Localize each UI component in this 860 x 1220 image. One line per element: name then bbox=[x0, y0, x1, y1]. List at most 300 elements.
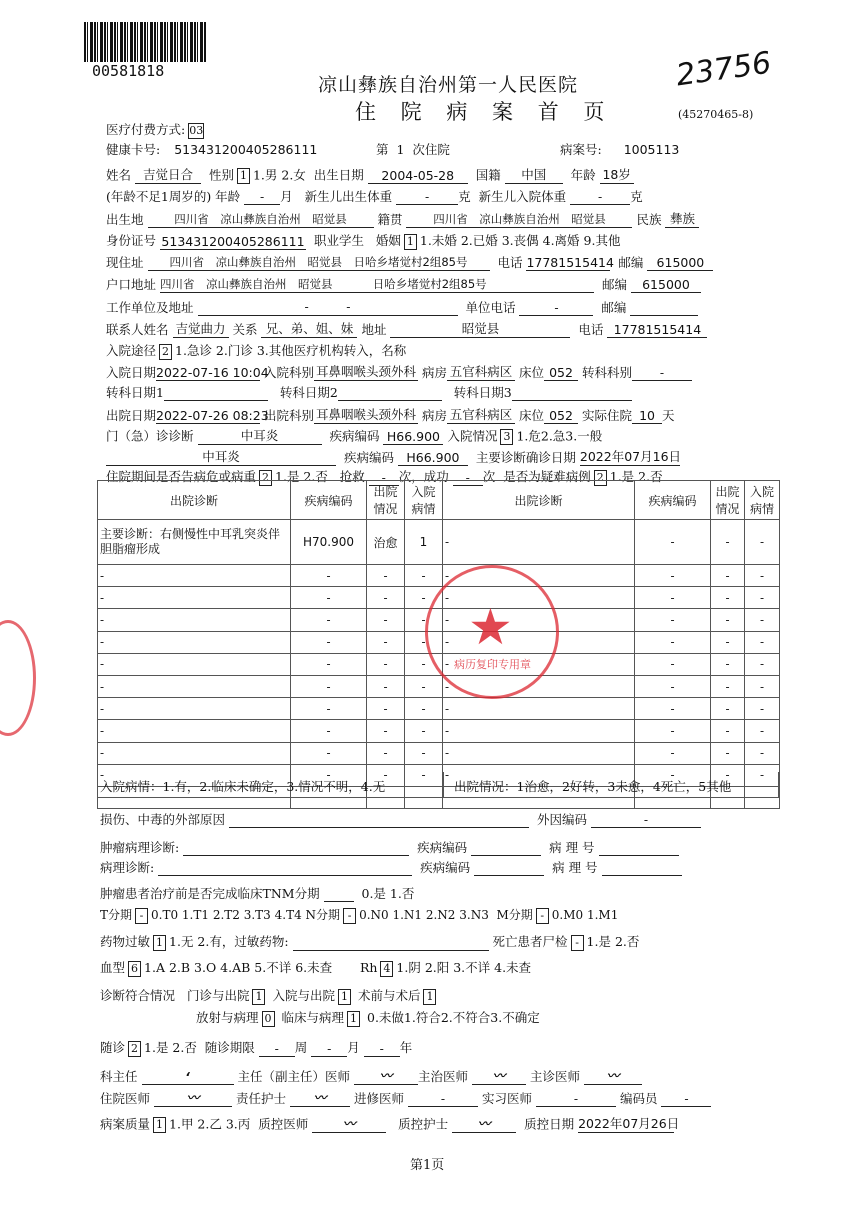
current-address-row bbox=[106, 253, 713, 271]
contact-label: 联系人姓名 bbox=[106, 322, 169, 337]
gender-options: 1.男 2.女 bbox=[252, 167, 306, 183]
nurse-label: 责任护士 bbox=[235, 1091, 286, 1106]
tumor-code-value bbox=[471, 841, 541, 856]
quality-label: 病案质量 bbox=[100, 1116, 151, 1132]
transfer-dept-label: 转科科别 bbox=[582, 365, 633, 380]
id-row bbox=[106, 231, 620, 250]
age-value: 18岁 bbox=[600, 165, 634, 184]
outcome-cell: - bbox=[711, 631, 745, 653]
barcode bbox=[84, 22, 206, 62]
birthplace-row bbox=[106, 209, 699, 228]
outcome-cell: - bbox=[711, 520, 745, 565]
code-cell: - bbox=[635, 764, 711, 786]
code-cell: - bbox=[635, 720, 711, 742]
unit-phone-value: - bbox=[519, 300, 593, 316]
admit-row bbox=[106, 362, 692, 381]
diagnosis-cell: - bbox=[443, 675, 635, 697]
admit-route-label: 入院途径 bbox=[106, 343, 157, 358]
followup-label: 随诊 bbox=[100, 1040, 126, 1055]
discharge-bed-label: 床位 bbox=[519, 408, 545, 423]
transfer-date-2-value bbox=[338, 386, 442, 401]
admit-bed-label: 床位 bbox=[519, 365, 545, 380]
admit-condition-value: 3 bbox=[500, 429, 513, 445]
match-clinical-label: 临床与病理 bbox=[281, 1010, 345, 1025]
admit-dept-label: 入院科别 bbox=[264, 365, 315, 380]
code-cell: - bbox=[291, 764, 367, 786]
admit-dept-value: 耳鼻咽喉头颈外科 bbox=[316, 364, 417, 379]
allergy-label: 药物过敏 bbox=[100, 934, 151, 949]
admit-cell: - bbox=[745, 631, 780, 653]
name-row bbox=[106, 165, 634, 184]
code-cell: - bbox=[291, 675, 367, 697]
match-surgery-label: 术前与术后 bbox=[357, 988, 421, 1003]
handwritten-record-number: 23756 bbox=[674, 45, 774, 94]
outcome-cell: - bbox=[367, 742, 405, 764]
diagnosis-cell: - bbox=[443, 653, 635, 675]
admission-count bbox=[376, 140, 450, 158]
header-code: 疾病编码 bbox=[291, 481, 367, 520]
autopsy-options: 1.是 2.否 bbox=[586, 934, 640, 949]
outcome-cell: - bbox=[711, 587, 745, 609]
newborn-admit-weight-value: - bbox=[570, 189, 630, 205]
record-no-label: 病案号: bbox=[560, 142, 602, 157]
code-cell: - bbox=[635, 587, 711, 609]
hukou-address-label: 户口地址 bbox=[106, 277, 157, 292]
diagnosis-cell: - bbox=[98, 653, 291, 675]
qc-date-value: 2022年07月26日 bbox=[578, 1116, 680, 1131]
code-cell: - bbox=[635, 653, 711, 675]
resident-label: 住院医师 bbox=[100, 1091, 151, 1106]
code-cell: - bbox=[291, 742, 367, 764]
health-card-row bbox=[106, 140, 317, 158]
tumor-path-value bbox=[183, 841, 409, 856]
diagnosis-cell: - bbox=[443, 609, 635, 631]
phone-value: 17781515414 bbox=[526, 255, 614, 270]
admission-count-value: 1 bbox=[396, 142, 405, 157]
diagnosis-cell: - bbox=[443, 565, 635, 587]
diagnosis-cell: - bbox=[443, 786, 635, 808]
admit-cell: - bbox=[405, 742, 443, 764]
admit-cell: - bbox=[405, 631, 443, 653]
table-row bbox=[98, 698, 780, 720]
stay-days-label: 实际住院 bbox=[582, 408, 633, 423]
code-cell: - bbox=[291, 720, 367, 742]
match-surgery-value: 1 bbox=[423, 989, 436, 1005]
trainee-value: - bbox=[408, 1091, 478, 1107]
chief-signature: 〰 bbox=[354, 1066, 418, 1085]
admit-cell: - bbox=[745, 698, 780, 720]
diagnosis-cell: - bbox=[443, 698, 635, 720]
quality-value: 1 bbox=[153, 1117, 166, 1133]
confirm-date-label: 主要诊断确诊日期 bbox=[475, 450, 576, 465]
hukou-postcode-label: 邮编 bbox=[601, 277, 627, 292]
form-code: (45270465-8) bbox=[678, 108, 754, 121]
admit-ward-label: 病房 bbox=[422, 365, 448, 380]
outcome-cell: - bbox=[711, 565, 745, 587]
admit-cell: - bbox=[745, 720, 780, 742]
outcome-cell: - bbox=[367, 653, 405, 675]
match-clinical-value: 1 bbox=[347, 1011, 360, 1027]
match-options: 0.未做1.符合2.不符合3.不确定 bbox=[367, 1010, 540, 1025]
hospital-name: 凉山彝族自治州第一人民医院 bbox=[318, 74, 579, 96]
blood-type-options: 1.A 2.B 3.O 4.AB 5.不详 6.未查 bbox=[144, 960, 333, 975]
birthplace-label: 出生地 bbox=[106, 212, 144, 227]
tumor-row-1 bbox=[100, 838, 679, 856]
nationality-value: 中国 bbox=[505, 165, 563, 184]
contact-value: 吉觉曲力 bbox=[173, 319, 229, 338]
resident-signature: 〰 bbox=[154, 1088, 232, 1107]
match-row-1 bbox=[100, 986, 439, 1005]
m-stage-label: M分期 bbox=[496, 908, 533, 922]
coder-value: - bbox=[661, 1091, 711, 1107]
current-address-value: 四川省 凉山彝族自治州 昭觉县 日哈乡堵觉村2组85号 bbox=[148, 254, 490, 271]
autopsy-value: - bbox=[571, 935, 584, 951]
outpatient-dx-label: 门（急）诊诊断 bbox=[106, 428, 194, 444]
main-diagnosis: 主要诊断：右侧慢性中耳乳突炎伴胆脂瘤形成 bbox=[98, 520, 291, 565]
diagnosis-cell: - bbox=[98, 565, 291, 587]
blood-type-value: 6 bbox=[128, 961, 141, 977]
name-label: 姓名 bbox=[106, 167, 132, 183]
tumor-no-value bbox=[599, 841, 679, 856]
header-discharge-dx: 出院诊断 bbox=[98, 481, 291, 520]
admit-route-options: 1.急诊 2.门诊 3.其他医疗机构转入，名称 bbox=[175, 343, 407, 358]
header-outcome-2: 出院情况 bbox=[711, 481, 745, 520]
newborn-admit-weight-unit: 克 bbox=[630, 189, 643, 204]
admit-cell: - bbox=[745, 609, 780, 631]
chief-label: 主任（副主任）医师 bbox=[237, 1069, 350, 1084]
outcome-cell: - bbox=[711, 653, 745, 675]
ethnicity-value: 彝族 bbox=[665, 209, 699, 228]
discharge-row bbox=[106, 405, 675, 424]
t-stage-value: - bbox=[135, 908, 148, 924]
diagnosis-cell: - bbox=[443, 764, 635, 786]
admit-cell: - bbox=[405, 786, 443, 808]
outcome-cell: - bbox=[367, 587, 405, 609]
quality-options: 1.甲 2.乙 3.丙 bbox=[169, 1116, 251, 1132]
table-row bbox=[98, 742, 780, 764]
diagnosis-cell: - bbox=[98, 609, 291, 631]
legend-divider bbox=[443, 772, 444, 798]
success-value: - bbox=[453, 470, 483, 486]
outcome-cell: - bbox=[711, 675, 745, 697]
header-discharge-dx-2: 出院诊断 bbox=[443, 481, 635, 520]
marital-value: 1 bbox=[404, 234, 417, 250]
work-unit-row bbox=[106, 297, 698, 316]
transfer-date-1-label: 转科日期1 bbox=[106, 385, 164, 400]
critical-label: 住院期间是否告病危或病重 bbox=[106, 469, 257, 484]
contact-relation-label: 关系 bbox=[232, 322, 258, 337]
outpatient-code-value: H66.900 bbox=[383, 429, 443, 445]
intern-label: 实习医师 bbox=[481, 1091, 532, 1106]
quality-row bbox=[100, 1114, 680, 1133]
rescue-value: - bbox=[369, 470, 399, 486]
admit-cell: - bbox=[745, 786, 780, 808]
admission-count-suffix: 次住院 bbox=[412, 142, 450, 157]
rh-label: Rh bbox=[359, 960, 378, 975]
diagnosis-cell: - bbox=[443, 631, 635, 653]
table-header-row bbox=[98, 481, 780, 520]
marital-label: 婚姻 bbox=[375, 233, 401, 248]
difficult-options: 1.是 2.否 bbox=[609, 469, 663, 484]
contact-phone-label: 电话 bbox=[578, 322, 604, 337]
path-no-value bbox=[602, 861, 682, 876]
birth-value: 2004-05-28 bbox=[368, 168, 468, 184]
lead-label: 主诊医师 bbox=[529, 1069, 580, 1084]
newborn-admit-weight-label: 新生儿入院体重 bbox=[478, 189, 567, 204]
page-number: 第1页 bbox=[410, 1158, 445, 1173]
difficult-value: 2 bbox=[594, 470, 607, 486]
match-admit-value: 1 bbox=[338, 989, 351, 1005]
transfer-date-3-value bbox=[512, 386, 632, 401]
diagnosis-cell: - bbox=[443, 520, 635, 565]
critical-value: 2 bbox=[259, 470, 272, 486]
admit-cell: - bbox=[745, 653, 780, 675]
tumor-code-label: 疾病编码 bbox=[417, 840, 468, 855]
diagnosis-cell: - bbox=[443, 587, 635, 609]
transfer-date-1-value bbox=[164, 386, 268, 401]
infant-row bbox=[106, 187, 643, 205]
difficult-label: 是否为疑难病例 bbox=[503, 469, 591, 484]
staff-row-2 bbox=[100, 1088, 711, 1107]
path-no-label: 病 理 号 bbox=[552, 860, 598, 875]
followup-value: 2 bbox=[128, 1041, 141, 1057]
director-label: 科主任 bbox=[100, 1069, 138, 1084]
match-outpatient-label: 门诊与出院 bbox=[186, 988, 250, 1003]
allergy-options: 1.无 2.有，过敏药物: bbox=[169, 934, 289, 949]
diagnosis-cell: - bbox=[98, 587, 291, 609]
code-cell: - bbox=[291, 786, 367, 808]
stay-days-unit: 天 bbox=[662, 408, 675, 423]
discharge-legend: 出院情况：1治愈，2好转，3未愈，4死亡，5其他 bbox=[454, 779, 732, 794]
main-diagnosis-outcome: 治愈 bbox=[367, 520, 405, 565]
admit-cell: - bbox=[405, 565, 443, 587]
outcome-cell: - bbox=[367, 675, 405, 697]
attending-label: 主治医师 bbox=[417, 1069, 468, 1084]
diagnosis-cell: - bbox=[98, 698, 291, 720]
outcome-cell: - bbox=[367, 698, 405, 720]
outcome-cell: - bbox=[367, 786, 405, 808]
admit-cell: - bbox=[745, 764, 780, 786]
code-cell: - bbox=[635, 742, 711, 764]
marital-options: 1.未婚 2.已婚 3.丧偶 4.离婚 9.其他 bbox=[419, 233, 621, 248]
intern-value: - bbox=[536, 1091, 616, 1107]
payment-row bbox=[106, 120, 207, 139]
ethnicity-label: 民族 bbox=[636, 212, 662, 227]
t-stage-options: 0.T0 1.T1 2.T2 3.T3 4.T4 bbox=[151, 908, 302, 922]
followup-year: - bbox=[364, 1041, 400, 1057]
barcode-number: 00581818 bbox=[92, 62, 165, 80]
hospital-stamp bbox=[425, 565, 559, 699]
admit-cell: - bbox=[745, 742, 780, 764]
code-cell: - bbox=[291, 565, 367, 587]
birth-label: 出生日期 bbox=[313, 167, 364, 183]
record-no-value: 1005113 bbox=[623, 142, 680, 157]
coder-label: 编码员 bbox=[619, 1091, 658, 1106]
confirm-date-value: 2022年07月16日 bbox=[579, 449, 682, 464]
diagnosis-cell: - bbox=[98, 631, 291, 653]
work-unit-value: - - bbox=[198, 297, 458, 316]
discharge-ward-value: 五官科病区 bbox=[447, 405, 515, 424]
admit-date-label: 入院日期 bbox=[106, 365, 157, 380]
code-cell: - bbox=[291, 609, 367, 631]
code-cell: - bbox=[635, 698, 711, 720]
outpatient-dx-row bbox=[106, 426, 602, 445]
main-diagnosis-admit: 1 bbox=[405, 520, 443, 565]
hukou-address-value bbox=[160, 276, 594, 293]
diagnosis-cell: - bbox=[98, 742, 291, 764]
id-card-label: 身份证号 bbox=[106, 233, 157, 248]
occupation-value: 学生 bbox=[338, 233, 364, 248]
outcome-cell: - bbox=[711, 609, 745, 631]
contact-address-value: 昭觉县 bbox=[390, 319, 570, 338]
header-code-2: 疾病编码 bbox=[635, 481, 711, 520]
injury-code-label: 外因编码 bbox=[536, 812, 587, 827]
admit-bed-value: 052 bbox=[544, 365, 578, 381]
stamp-text: 病历复印专用章 bbox=[454, 658, 531, 671]
qc-nurse-label: 质控护士 bbox=[398, 1116, 449, 1132]
tnm-stage-row bbox=[100, 906, 618, 924]
contact-row bbox=[106, 319, 707, 338]
attending-signature: 〰 bbox=[472, 1066, 526, 1085]
n-stage-options: 0.N0 1.N1 2.N2 3.N3 bbox=[359, 908, 489, 922]
diagnosis-cell: - bbox=[98, 764, 291, 786]
admit-cell: - bbox=[405, 764, 443, 786]
discharge-date-value: 2022-07-26 08:23 bbox=[156, 408, 269, 423]
code-cell: - bbox=[635, 631, 711, 653]
admit-cell: - bbox=[405, 698, 443, 720]
hukou-postcode-value: 615000 bbox=[631, 277, 701, 293]
allergy-value: 1 bbox=[153, 935, 166, 951]
blood-row bbox=[100, 958, 531, 977]
outcome-cell: - bbox=[367, 764, 405, 786]
discharge-dept-value: 耳鼻咽喉头颈外科 bbox=[316, 407, 417, 422]
postcode-label: 邮编 bbox=[618, 255, 644, 270]
admit-cell: - bbox=[405, 653, 443, 675]
diagnosis-cell: - bbox=[98, 786, 291, 808]
admit-legend: 入院病情：1.有，2.临床未确定，3.情况不明，4.无 bbox=[100, 779, 386, 794]
edge-stamp bbox=[0, 620, 36, 736]
injury-row bbox=[100, 810, 701, 828]
transfer-date-2-label: 转科日期2 bbox=[279, 385, 338, 400]
payment-label: 医疗付费方式: bbox=[106, 122, 186, 137]
transfer-dept-value: - bbox=[632, 365, 692, 381]
hukou-address-detail: 日哈乡堵觉村2组85号 bbox=[372, 277, 487, 291]
current-address-label: 现住址 bbox=[106, 255, 144, 270]
infant-age-label: (年龄不足1周岁的) 年龄 bbox=[106, 189, 241, 204]
header-outcome: 出院情况 bbox=[367, 481, 405, 520]
header-admit-status-2: 入院病情 bbox=[745, 481, 780, 520]
followup-options: 1.是 2.否 bbox=[144, 1040, 197, 1055]
admit-cell: - bbox=[745, 587, 780, 609]
trainee-label: 进修医师 bbox=[353, 1091, 404, 1106]
diagnosis-cell: - bbox=[443, 720, 635, 742]
outcome-cell: - bbox=[367, 609, 405, 631]
qc-doctor-signature: 〰 bbox=[312, 1114, 386, 1133]
rescue-label: 抢救 bbox=[339, 469, 365, 484]
main-dx-value: 中耳炎 bbox=[106, 447, 336, 466]
gender-label: 性别 bbox=[208, 167, 234, 183]
payment-value: 03 bbox=[189, 123, 204, 137]
match-label: 诊断符合情况 bbox=[100, 988, 176, 1003]
diagnosis-cell: - bbox=[98, 675, 291, 697]
admit-cell: - bbox=[405, 609, 443, 631]
outcome-cell: - bbox=[711, 764, 745, 786]
postcode-value: 615000 bbox=[647, 255, 713, 271]
name-value: 吉觉日合 bbox=[135, 165, 201, 184]
staff-row-1 bbox=[100, 1066, 642, 1085]
followup-row bbox=[100, 1038, 412, 1057]
m-stage-value: - bbox=[536, 908, 549, 924]
contact-address-label: 地址 bbox=[361, 322, 387, 337]
match-radiology-value: 0 bbox=[262, 1011, 275, 1027]
admit-cell: - bbox=[745, 565, 780, 587]
code-cell: - bbox=[291, 631, 367, 653]
autopsy-label: 死亡患者尸检 bbox=[492, 934, 568, 949]
contact-phone-value: 17781515414 bbox=[607, 322, 707, 338]
admit-cell: - bbox=[745, 675, 780, 697]
tnm-question: 肿瘤患者治疗前是否完成临床TNM分期 bbox=[100, 886, 320, 901]
code-cell: - bbox=[635, 565, 711, 587]
admit-date-value: 2022-07-16 10:04 bbox=[156, 365, 269, 380]
followup-month: - bbox=[311, 1041, 347, 1057]
diagnosis-cell: - bbox=[443, 742, 635, 764]
main-dx-row bbox=[106, 447, 680, 466]
legend-row bbox=[97, 772, 779, 798]
blood-type-label: 血型 bbox=[100, 960, 126, 975]
id-card-value: 513431200405286111 bbox=[161, 233, 305, 249]
code-cell: - bbox=[635, 520, 711, 565]
allergy-row bbox=[100, 932, 639, 951]
unit-postcode-value bbox=[630, 301, 698, 316]
nationality-label: 国籍 bbox=[475, 167, 501, 183]
match-admit-label: 入院与出院 bbox=[272, 988, 335, 1003]
native-place-label: 籍贯 bbox=[377, 212, 403, 227]
injury-value bbox=[229, 813, 529, 828]
record-no bbox=[560, 140, 679, 158]
table-row bbox=[98, 675, 780, 697]
main-diagnosis-code: H70.900 bbox=[291, 520, 367, 565]
tumor-no-label: 病 理 号 bbox=[549, 840, 595, 855]
transfer-dates-row bbox=[106, 383, 632, 401]
occupation-label: 职业 bbox=[313, 233, 339, 248]
tnm-options: 0.是 1.否 bbox=[361, 886, 415, 901]
admit-cell: - bbox=[405, 675, 443, 697]
code-cell: - bbox=[635, 675, 711, 697]
admit-cell: - bbox=[405, 720, 443, 742]
native-place-value: 四川省 凉山彝族自治州 昭觉县 bbox=[406, 211, 632, 228]
outcome-cell: - bbox=[367, 631, 405, 653]
outpatient-code-label: 疾病编码 bbox=[329, 428, 380, 444]
m-stage-options: 0.M0 1.M1 bbox=[551, 908, 619, 922]
success-unit: 次 bbox=[482, 469, 496, 484]
age-label: 年龄 bbox=[570, 167, 596, 183]
followup-week-unit: 周 bbox=[294, 1040, 308, 1055]
tnm-question-row bbox=[100, 884, 414, 902]
stamp-star-icon: ★ bbox=[468, 598, 513, 656]
contact-relation-value: 兄、弟、姐、妹 bbox=[261, 319, 357, 338]
admission-count-prefix: 第 bbox=[376, 142, 389, 157]
newborn-weight-unit: 克 bbox=[458, 189, 471, 204]
path-code-label: 疾病编码 bbox=[420, 860, 471, 875]
followup-period-label: 随诊期限 bbox=[204, 1040, 255, 1055]
diagnosis-cell: - bbox=[98, 720, 291, 742]
birthplace-value: 四川省 凉山彝族自治州 昭觉县 bbox=[148, 211, 374, 228]
admit-ward-value: 五官科病区 bbox=[447, 362, 515, 381]
unit-phone-label: 单位电话 bbox=[465, 300, 516, 315]
admit-cell: - bbox=[405, 587, 443, 609]
tnm-answer bbox=[324, 887, 354, 902]
code-cell: - bbox=[291, 653, 367, 675]
